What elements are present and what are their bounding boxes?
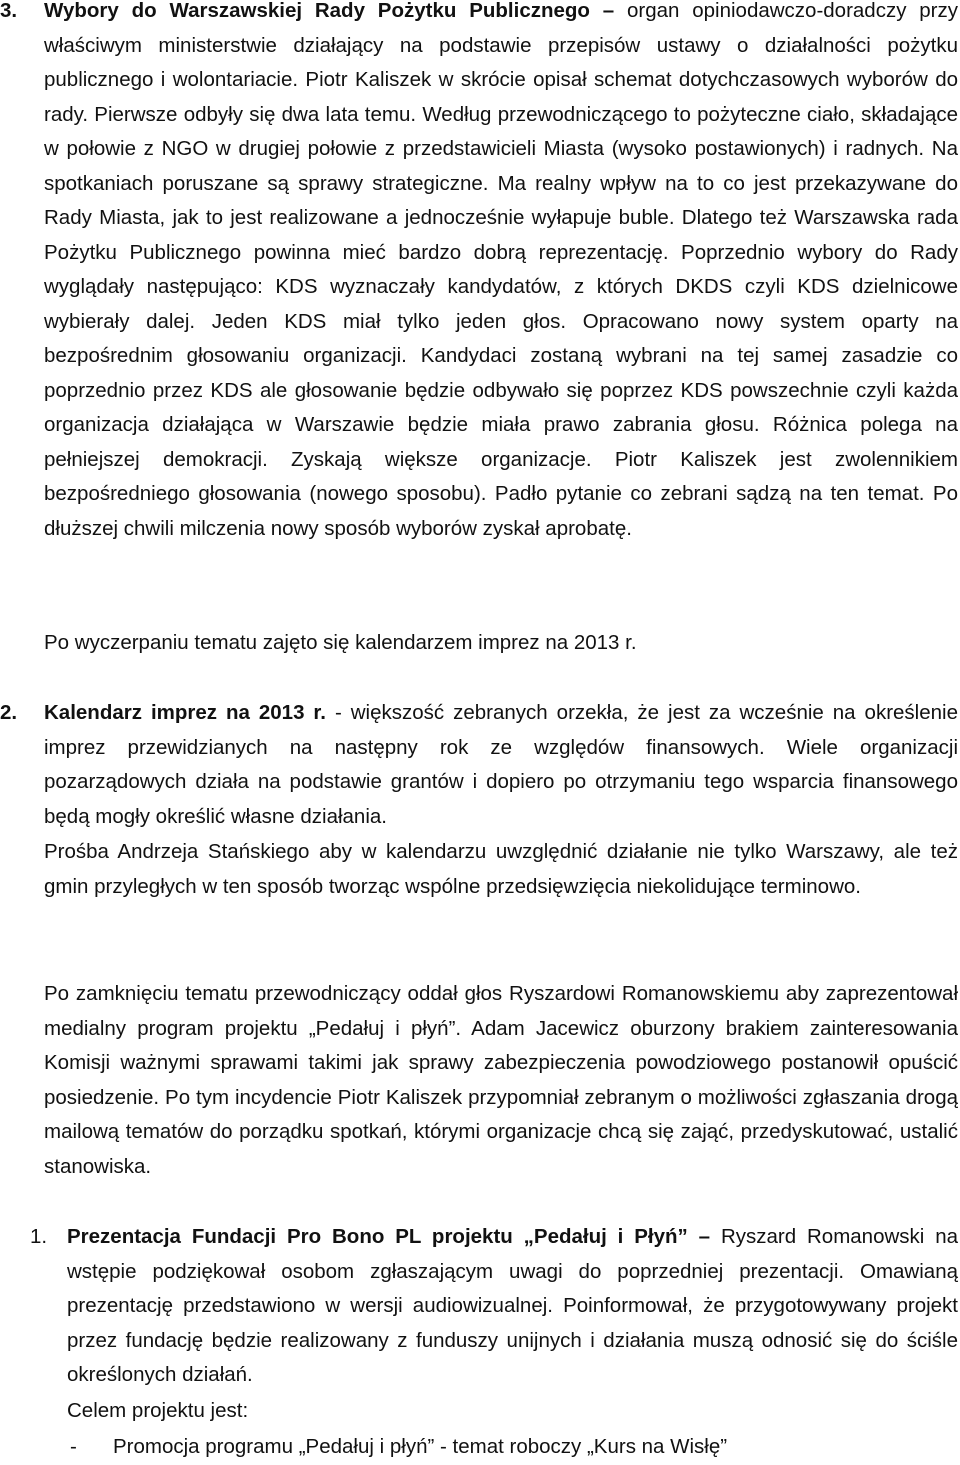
title-dash: – <box>589 0 627 22</box>
section-body: organ opiniodawczo-doradczy przy właściwym ministerstwie działający na podstawie przepisów ustawy o działalności pożytku publicznego i wolontariacie. Piotr Kaliszek w skrócie opisał schemat dotychczasowych wyborów do rady. Pierwsze odbyły się dwa lata temu. Według przewodniczącego to pożyteczne ciało, składające w połowie z NGO w drugiej połowie z przedstawicieli Miasta (wysoko postawionych) i radnych. Na spotkaniach poruszane są sprawy strategiczne. Ma realny wpływ na to co jest przekazywane do Rady Miasta, jak to jest realizowane a jednocześnie wyłapuje buble. Dlatego też Warszawska rada Pożytku Publicznego powinna mieć bardzo dobrą reprezentację. Poprzednio wybory do Rady wyglądały następująco: KDS wyznaczały kandydatów, z których DKDS czyli KDS dzielnicowe wybierały dalej. Jeden KDS miał tylko jeden głos. Opracowano nowy system oparty na bezpośrednim głosowaniu organizacji. Kandydaci zostaną wybrani na tej samej zasadzie co poprzednio przez KDS ale głosowanie będzie odbywało się poprzez KDS powszechnie czyli każda organizacja działająca w Warszawie będzie miała prawo zabrania głosu. Różnica polega na pełniejszej demokracji. Zyskają większe organizacje. Piotr Kaliszek jest zwolennikiem bezpośredniego głosowania (nowego sposobu). Padło pytanie co zebrani sądzą na ten temat. Po dłuższej chwili milczenia nowy sposób wyborów zyskał aprobatę. <box>44 0 959 540</box>
section-number: 3. <box>0 0 18 22</box>
item-1-paragraph <box>67 1220 958 1393</box>
section-2-paragraph <box>44 696 958 834</box>
item-title: Prezentacja Fundacji Pro Bono PL projektu „Pedałuj i Płyń” <box>67 1225 688 1248</box>
goal-label: Celem projektu jest: <box>67 1399 249 1422</box>
item-number: 1. <box>30 1225 48 1248</box>
closing-paragraph: Po zamknięciu tematu przewodniczący oddał głos Ryszardowi Romanowskiemu aby zaprezentował medialny program projektu „Pedałuj i płyń”. Adam Jacewicz oburzony brakiem zainteresowania Komisji ważnymi sprawami takimi jak sprawy zabezpieczenia powodziowego postanowił opuścić posiedzenie. Po tym incydencie Piotr Kaliszek przypomniał zebranym o możliwości zgłaszania drogą mailową tematów do porządku spotkań, którymi organizacje chcą się zająć, przedyskutować, ustalić stanowiska. <box>44 982 958 1178</box>
section-body: - większość zebranych orzekła, że jest za wcześnie na określenie imprez przewidzianych na następny rok ze względów finansowych. Wiele organizacji pozarządowych działa na podstawie grantów i dopiero po otrzymaniu tego wsparcia finansowego będą mogły określić własne działania. <box>44 701 958 828</box>
title-dash: – <box>687 1225 721 1248</box>
section-3-paragraph <box>44 0 958 546</box>
section-2-request: Prośba Andrzeja Stańskiego aby w kalendarzu uwzględnić działanie nie tylko Warszawy, ale też gmin przyległych w ten sposób tworząc wspólne przedsięwzięcia niekolidujące terminowo. <box>44 840 958 898</box>
section-title: Kalendarz imprez na 2013 r. <box>44 701 326 724</box>
section-number: 2. <box>0 701 18 724</box>
bullet-item: Promocja programu „Pedałuj i płyń” - temat roboczy „Kurs na Wisłę” <box>113 1435 728 1458</box>
section-3-closing: Po wyczerpaniu tematu zajęto się kalendarzem imprez na 2013 r. <box>44 631 637 654</box>
bullet-marker: - <box>70 1435 77 1458</box>
item-body: Ryszard Romanowski na wstępie podziękował osobom zgłaszającym uwagi do poprzedniej prezentacji. Omawianą prezentację przedstawiono w wersji audiowizualnej. Poinformował, że przygotowywany projekt przez fundację będzie realizowany z funduszy unijnych i działania muszą odnosić się do ściśle określonych działań. <box>67 1225 958 1386</box>
section-title: Wybory do Warszawskiej Rady Pożytku Publicznego <box>44 0 590 22</box>
